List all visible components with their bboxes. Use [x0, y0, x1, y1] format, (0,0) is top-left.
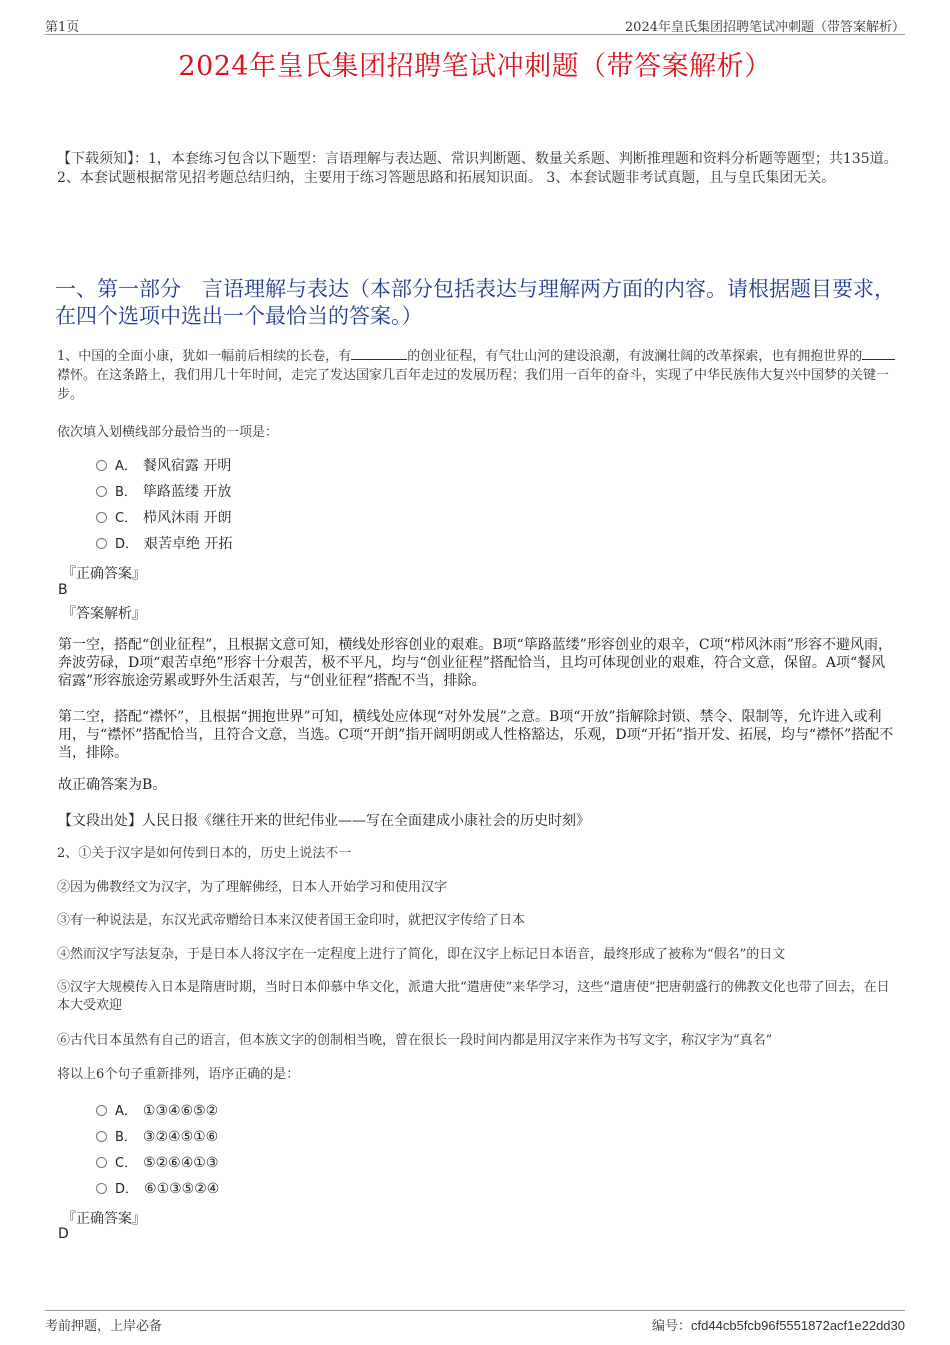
q1-option-a[interactable]: A． 餐风宿露 开明	[96, 457, 231, 475]
q2-answer: D	[58, 1226, 69, 1242]
q2-sentence-6: ⑥古代日本虽然有自己的语言，但本族文字的创制相当晚，曾在很长一段时间内都是用汉字来作为书写文字，称汉字为“真名”	[57, 1033, 773, 1048]
q1-option-c[interactable]: C． 栉风沐雨 开朗	[96, 509, 232, 527]
q2-sentence-5: ⑤汉字大规模传入日本是隋唐时期，当时日本仰慕中华文化，派遣大批“遣唐使”来华学习，这些“遣唐使”把唐朝盛行的佛教文化也带了回去，在日本大受欢迎	[57, 980, 890, 1013]
q2-prompt: 将以上6个句子重新排列，语序正确的是：	[57, 1067, 300, 1082]
footer-slogan: 考前押题，上岸必备	[45, 1319, 163, 1334]
q2-option-a[interactable]: A． ①③④⑥⑤②	[96, 1102, 218, 1120]
radio-icon[interactable]	[96, 1183, 107, 1194]
q2-sentence-4: ④然而汉字写法复杂，于是日本人将汉字在一定程度上进行了简化，即在汉字上标记日本语音，最终形成了被称为“假名”的日文	[57, 947, 786, 962]
q1-analysis-2: 第二空，搭配“襟怀”，且根据“拥抱世界”可知，横线处应体现“对外发展”之意。B项“开放”指解除封锁、禁令、限制等，允许进入或利用，与“襟怀”搭配恰当，且符合文意，当选。C项“开朗”指开阔明朗或人性格豁达，乐观，D项“开拓”指开发、拓展，均与“襟怀”搭配不当，排除。	[58, 709, 894, 761]
q1-analysis-1: 第一空，搭配“创业征程”，且根据文意可知，横线处形容创业的艰难。B项“筚路蓝缕”形容创业的艰辛，C项“栉风沐雨”形容不避风雨，奔波劳碌，D项“艰苦卓绝”形容十分艰苦，极不平凡，均与“创业征程”搭配恰当，且均可体现创业的艰难，符合文意，保留。A项“餐风宿露”形容旅途劳累或野外生活艰苦，与“创业征程”搭配不当，排除。	[58, 637, 892, 689]
section-heading: 一、第一部分 言语理解与表达（本部分包括表达与理解两方面的内容。请根据题目要求，在四个选项中选出一个最恰当的答案。）	[55, 277, 895, 328]
q1-analysis-tag: 『答案解析』	[62, 606, 146, 622]
q1-option-d[interactable]: D． 艰苦卓绝 开拓	[96, 535, 232, 553]
document-title: 2024年皇氏集团招聘笔试冲刺题（带答案解析）	[178, 51, 772, 82]
q1-conclusion: 故正确答案为B。	[58, 777, 167, 793]
radio-icon[interactable]	[96, 538, 107, 549]
header-doc-title: 2024年皇氏集团招聘笔试冲刺题（带答案解析）	[624, 20, 905, 35]
q1-source: 【文段出处】人民日报《继往开来的世纪伟业——写在全面建成小康社会的历史时刻》	[58, 813, 590, 829]
radio-icon[interactable]	[96, 1105, 107, 1116]
footer-code: 编号：cfd44cb5fcb96f5551872acf1e22dd30	[652, 1318, 905, 1334]
page-header	[45, 14, 905, 35]
radio-icon[interactable]	[96, 460, 107, 471]
q2-option-c[interactable]: C． ⑤②⑥④①③	[96, 1154, 218, 1172]
radio-icon[interactable]	[96, 1131, 107, 1142]
q1-option-b[interactable]: B． 筚路蓝缕 开放	[96, 483, 231, 501]
q1-answer: B	[58, 582, 68, 598]
q2-answer-tag: 『正确答案』	[62, 1211, 146, 1227]
radio-icon[interactable]	[96, 486, 107, 497]
q2-sentence-3: ③有一种说法是，东汉光武帝赠给日本来汉使者国王金印时，就把汉字传给了日本	[57, 913, 526, 928]
download-notice: 【下载须知】：1，本套练习包含以下题型：言语理解与表达题、常识判断题、数量关系题、判断推理题和资料分析题等题型；共135道。 2、本套试题根据常见招考题总结归纳，主要用于练习答题思路和拓展知识面。 3、本套试题非考试真题，且与皇氏集团无关。	[57, 151, 898, 186]
blank-1	[351, 347, 407, 360]
page-footer	[45, 1310, 905, 1335]
q2-option-d[interactable]: D． ⑥①③⑤②④	[96, 1180, 219, 1198]
q2-option-b[interactable]: B． ③②④⑤①⑥	[96, 1128, 218, 1146]
question-1-prompt: 依次填入划横线部分最恰当的一项是：	[57, 425, 279, 440]
radio-icon[interactable]	[96, 1157, 107, 1168]
q1-answer-tag: 『正确答案』	[62, 566, 146, 582]
blank-2	[862, 347, 895, 360]
radio-icon[interactable]	[96, 512, 107, 523]
q2-sentence-1: 2、①关于汉字是如何传到日本的，历史上说法不一	[57, 846, 352, 861]
page-number: 第1页	[45, 20, 80, 35]
q2-sentence-2: ②因为佛教经文为汉字，为了理解佛经，日本人开始学习和使用汉字	[57, 880, 448, 895]
question-1-text: 1、中国的全面小康，犹如一幅前后相续的长卷，有 的创业征程，有气壮山河的建设浪潮，有波澜壮阔的改革探索，也有拥抱世界的襟怀。在这条路上，我们用几十年时间，走完了发达国家几百年走过的发展历程；我们用一百年的奋斗，实现了中华民族伟大复兴中国梦的关键一步。	[57, 347, 897, 404]
